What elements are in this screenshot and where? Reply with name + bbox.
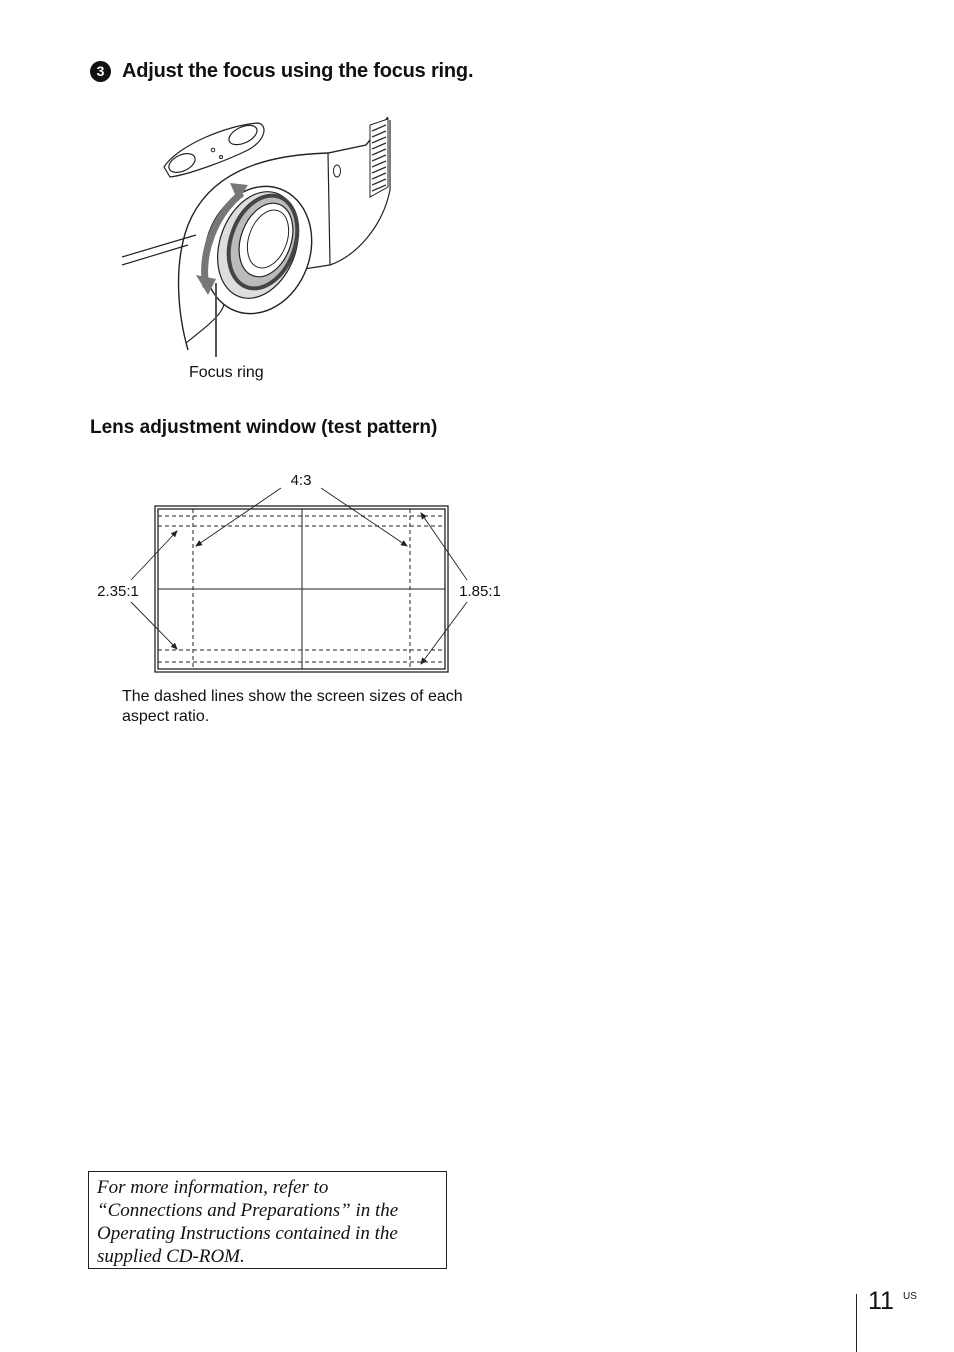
page-number: 11 xyxy=(868,1287,894,1315)
test-pattern-caption: The dashed lines show the screen sizes of each aspect ratio. xyxy=(122,688,463,725)
label-ratio-185: 1.85:1 xyxy=(459,583,501,600)
lens-section-title: Lens adjustment window (test pattern) xyxy=(90,417,438,438)
step-title: Adjust the focus using the focus ring. xyxy=(122,60,474,82)
base-line-lower xyxy=(122,245,188,265)
label-ratio-43: 4:3 xyxy=(290,472,312,489)
projector-illustration xyxy=(118,115,398,365)
vent-grille xyxy=(370,119,388,197)
step-number-icon: 3 xyxy=(90,61,111,82)
label-ratio-235: 2.35:1 xyxy=(97,583,139,600)
info-note-text: For more information, refer to “Connections and Preparations” in the Operating Instructions contained in the supplied CD-ROM. xyxy=(97,1177,399,1267)
body-edge xyxy=(328,153,330,265)
side-marker xyxy=(334,165,341,177)
page-region-code: US xyxy=(903,1291,917,1302)
focus-ring-label: Focus ring xyxy=(189,364,264,381)
test-pattern-diagram xyxy=(85,462,515,682)
top-control-knobs xyxy=(164,121,264,177)
info-note-box xyxy=(88,1171,447,1269)
page-number-divider xyxy=(856,1294,857,1352)
